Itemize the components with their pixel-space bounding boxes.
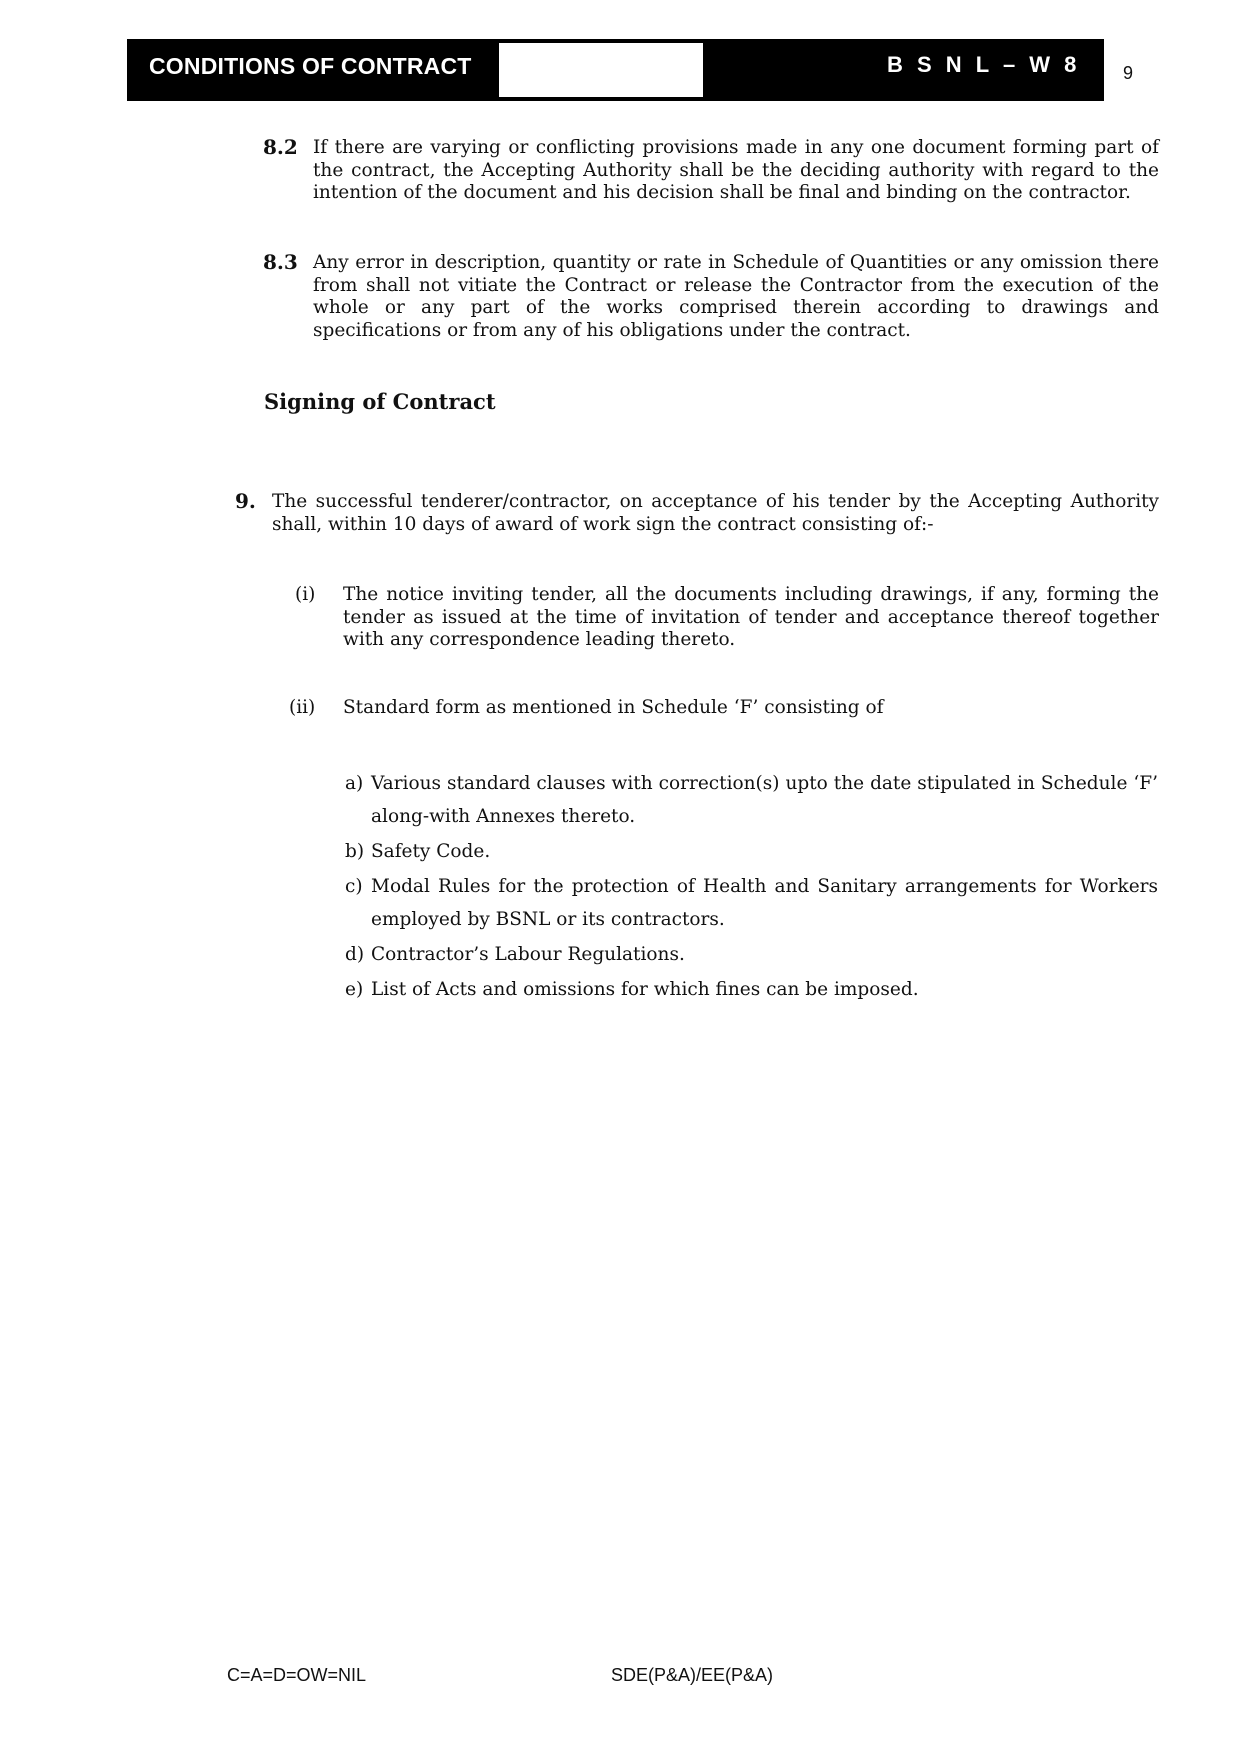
list-item-text: Contractor’s Labour Regulations.	[371, 944, 685, 965]
document-code: B S N L – W 8	[887, 52, 1081, 77]
list-item-text: Modal Rules for the protection of Health and Sanitary arrangements for Workers employed by BSNL or its contractors.	[371, 876, 1158, 930]
list-item-letter: a)	[345, 773, 364, 794]
header-title: CONDITIONS OF CONTRACT	[149, 53, 472, 79]
list-item	[345, 835, 1158, 868]
sub-list	[345, 767, 1158, 1008]
clause-number: 8.3	[263, 250, 298, 274]
list-item	[345, 938, 1158, 971]
list-item	[345, 973, 1158, 1006]
item-text: The notice inviting tender, all the documents including drawings, if any, forming the tender as issued at the time of invitation of tender and acceptance thereof together with any correspondence leading thereto.	[343, 584, 1159, 650]
clause-text: Any error in description, quantity or rate in Schedule of Quantities or any omission there from shall not vitiate the Contract or release the Contractor from the execution of the whole or any part of the works comprised therein according to drawings and specifications or from any of his obligations under the contract.	[313, 252, 1159, 341]
footer-left: C=A=D=OW=NIL	[227, 1665, 367, 1685]
footer-right: SDE(P&A)/EE(P&A)	[611, 1665, 774, 1685]
section-heading: Signing of Contract	[264, 389, 496, 414]
header-bar	[127, 39, 1104, 101]
item-numeral: (ii)	[289, 697, 316, 718]
header-blank-box	[499, 43, 703, 97]
list-item-text: List of Acts and omissions for which fines can be imposed.	[371, 979, 919, 1000]
clause-number: 9.	[235, 489, 256, 513]
clause-number: 8.2	[263, 135, 298, 159]
list-item-text: Various standard clauses with correction(s) upto the date stipulated in Schedule ‘F’ along-with Annexes thereto.	[371, 773, 1158, 827]
clause-text: If there are varying or conflicting provisions made in any one document forming part of the contract, the Accepting Authority shall be the deciding authority with regard to the intention of the document and his decision shall be final and binding on the contractor.	[313, 137, 1159, 203]
list-item-letter: d)	[345, 944, 365, 965]
page-number: 9	[1123, 63, 1134, 83]
clause-text: The successful tenderer/contractor, on acceptance of his tender by the Accepting Authority shall, within 10 days of award of work sign the contract consisting of:-	[272, 491, 1159, 535]
list-item-text: Safety Code.	[371, 841, 491, 862]
item-numeral: (i)	[295, 584, 316, 605]
list-item	[345, 870, 1158, 936]
list-item	[345, 767, 1158, 833]
item-text: Standard form as mentioned in Schedule ‘F’ consisting of	[343, 697, 884, 718]
list-item-letter: e)	[345, 979, 364, 1000]
list-item-letter: c)	[345, 876, 363, 897]
list-item-letter: b)	[345, 841, 365, 862]
